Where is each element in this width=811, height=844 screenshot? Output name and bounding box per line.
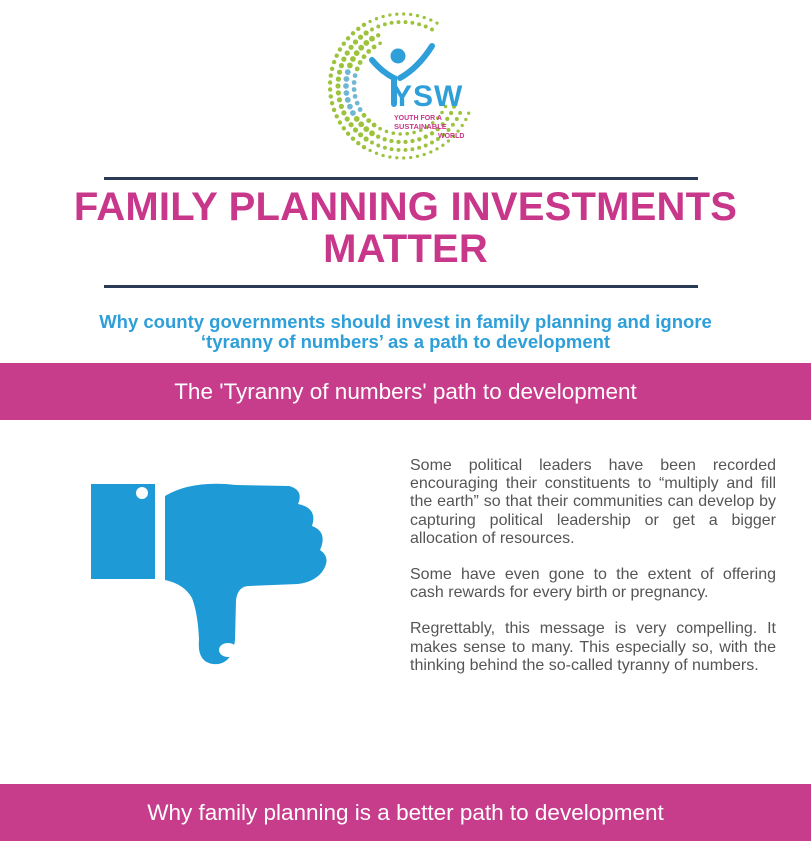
logo-dot — [412, 131, 416, 135]
logo-dot — [350, 110, 356, 116]
logo-dot — [368, 149, 371, 152]
logo-dot — [345, 69, 351, 75]
page-title-line2: MATTER — [323, 227, 488, 271]
body-paragraph-2: Some have even gone to the extent of offering cash rewards for every birth or pregnancy. — [410, 566, 776, 602]
logo-dot — [423, 16, 426, 19]
logo-dot — [370, 141, 374, 145]
logo-dot — [467, 112, 470, 115]
logo-dot — [464, 118, 467, 121]
logo-dot — [435, 147, 438, 150]
logo-dot — [344, 90, 350, 96]
logo-dot — [337, 70, 342, 75]
logo-dot — [441, 144, 444, 147]
logo-dot — [332, 60, 336, 64]
logo-dot — [347, 104, 353, 110]
logo-dot — [390, 21, 394, 25]
logo-dot — [383, 137, 387, 141]
logo-dot — [455, 117, 459, 121]
logo-dot — [335, 114, 339, 118]
logo-dot — [362, 54, 367, 59]
logo-dot — [358, 45, 364, 51]
logo-dot — [375, 17, 378, 20]
page-title-line1: FAMILY PLANNING INVESTMENTS — [73, 185, 738, 229]
logo-dot — [369, 130, 375, 136]
logo-dot — [390, 147, 394, 151]
logo-dot — [410, 139, 414, 143]
logo-dot — [424, 135, 428, 139]
logo-dot — [416, 14, 419, 17]
logo-dot — [343, 83, 349, 89]
logo-mark-text: YSW — [392, 80, 464, 113]
thumbs-down-cuff-button — [136, 487, 148, 499]
logo-dot — [370, 28, 374, 32]
ysw-logo-graphic — [320, 8, 480, 166]
logo-dot — [417, 22, 421, 26]
logo-dot — [423, 153, 426, 156]
logo-dot — [395, 13, 398, 16]
logo-dot — [416, 155, 419, 158]
logo-dot — [429, 18, 432, 21]
logo-dot — [338, 120, 342, 124]
logo-figure-arm-right — [400, 46, 432, 78]
page-subtitle-line1: Why county governments should invest in family planning and ignore — [99, 311, 712, 332]
thumbs-down-thumbnail — [219, 643, 237, 657]
ysw-logo — [320, 8, 480, 166]
logo-dot — [335, 54, 339, 58]
logo-dot — [398, 132, 402, 136]
logo-dot — [409, 13, 412, 16]
logo-dot — [389, 139, 393, 143]
page-title — [0, 186, 811, 270]
logo-dot — [424, 25, 428, 29]
thumbs-down-icon — [86, 474, 328, 670]
logo-dot — [330, 67, 334, 71]
page-subtitle — [40, 312, 771, 352]
logo-dot — [375, 152, 378, 155]
logo-dot — [351, 137, 355, 141]
logo-dot — [429, 150, 432, 153]
logo-dot — [358, 60, 363, 65]
logo-dot — [435, 21, 438, 24]
logo-dot — [339, 63, 344, 68]
logo-dot — [447, 128, 451, 132]
logo-dot — [344, 76, 350, 82]
logo-dot — [336, 77, 341, 82]
logo-dot — [345, 97, 351, 103]
logo-dot — [404, 148, 408, 152]
logo-dot — [430, 141, 434, 145]
logo-dot — [396, 140, 400, 144]
logo-dot — [352, 87, 357, 92]
logo-dot — [354, 116, 360, 122]
logo-figure-arm-left — [372, 60, 394, 104]
title-rule-bottom — [104, 285, 698, 288]
logo-dot — [336, 90, 341, 95]
logo-dot — [346, 132, 350, 136]
logo-dot — [358, 35, 363, 40]
logo-dot — [385, 130, 389, 134]
logo-dot — [430, 131, 434, 135]
logo-dot — [378, 127, 382, 131]
logo-dot — [366, 49, 371, 54]
logo-dot — [335, 83, 340, 88]
section-body-tyranny — [410, 457, 776, 693]
logo-dot — [410, 147, 414, 151]
logo-dot — [445, 117, 449, 121]
logo-dot — [409, 156, 412, 159]
logo-dot — [402, 12, 405, 15]
logo-dot — [330, 101, 334, 105]
logo-dot — [355, 67, 360, 72]
logo-dot — [424, 144, 428, 148]
logo-dot — [381, 15, 384, 18]
logo-dot — [345, 116, 350, 121]
logo-dot — [353, 73, 358, 78]
logo-dot — [461, 124, 464, 127]
logo-dot — [362, 23, 366, 27]
page-subtitle-line2: ‘tyranny of numbers’ as a path to development — [200, 331, 611, 352]
logo-tagline-line1: YOUTH FOR A — [394, 115, 442, 122]
logo-dot — [358, 132, 363, 137]
logo-dot — [362, 113, 367, 118]
logo-dot — [353, 94, 358, 99]
logo-dot — [383, 146, 387, 150]
logo-figure-head — [391, 49, 406, 64]
logo-dot — [417, 146, 421, 150]
logo-dot — [337, 97, 342, 102]
logo-dot — [329, 94, 333, 98]
logo-dot — [350, 56, 356, 62]
logo-dot — [403, 140, 407, 144]
logo-dot — [352, 80, 357, 85]
logo-dot — [332, 108, 336, 112]
title-rule-top — [104, 177, 698, 180]
section-heading-tyranny: The 'Tyranny of numbers' path to development — [0, 363, 811, 420]
logo-dot — [349, 45, 354, 50]
logo-dot — [347, 63, 353, 69]
logo-dot — [362, 145, 366, 149]
logo-dot — [353, 39, 358, 44]
logo-dot — [404, 20, 408, 24]
logo-dot — [381, 154, 384, 157]
logo-dot — [328, 87, 332, 91]
logo-dot — [397, 148, 401, 152]
logo-dot — [410, 21, 414, 25]
logo-dot — [345, 50, 350, 55]
logo-dot — [397, 20, 401, 24]
logo-dot — [369, 36, 375, 42]
logo-dot — [358, 121, 364, 127]
logo-dot — [395, 156, 398, 159]
logo-dot — [341, 57, 346, 62]
logo-dot — [339, 104, 344, 109]
section-heading-family-planning: Why family planning is a better path to development — [0, 784, 811, 841]
logo-dot — [363, 126, 369, 132]
logo-tagline-line3: WORLD — [438, 133, 465, 140]
logo-dot — [376, 135, 380, 139]
logo-dot — [376, 33, 380, 37]
logo-dot — [383, 22, 387, 26]
logo-tagline-line2: SUSTAINABLE — [394, 122, 447, 131]
thumbs-down-hand — [165, 484, 327, 664]
logo-dot — [342, 42, 346, 46]
logo-dot — [388, 13, 391, 16]
logo-dot — [349, 122, 354, 127]
logo-dot — [430, 28, 434, 32]
logo-dot — [402, 156, 405, 159]
logo-dot — [355, 101, 360, 106]
logo-dot — [405, 132, 409, 136]
logo-dot — [358, 107, 363, 112]
logo-dot — [366, 118, 371, 123]
logo-dot — [388, 155, 391, 158]
logo-dot — [364, 30, 369, 35]
logo-dot — [328, 80, 332, 84]
logo-dot — [363, 40, 369, 46]
logo-dot — [346, 36, 350, 40]
logo-dot — [417, 137, 421, 141]
logo-dot — [356, 27, 360, 31]
logo-dot — [341, 110, 346, 115]
logo-dot — [372, 123, 377, 128]
logo-dot — [392, 131, 396, 135]
body-paragraph-3: Regrettably, this message is very compelling. It makes sense to many. This especially so, with the thinking behind the so-called tyranny of numbers. — [410, 620, 776, 674]
logo-dot — [342, 126, 346, 130]
logo-dot — [351, 31, 355, 35]
logo-dot — [376, 25, 380, 29]
logo-dot — [353, 127, 358, 132]
logo-dot — [356, 141, 360, 145]
logo-dot — [376, 144, 380, 148]
thumbs-down-cuff — [91, 484, 155, 579]
logo-dot — [329, 73, 333, 77]
logo-dot — [451, 123, 455, 127]
logo-dot — [338, 47, 342, 51]
logo-dot — [378, 42, 382, 46]
logo-dot — [354, 50, 360, 56]
logo-dot — [372, 45, 377, 50]
logo-dot — [364, 136, 369, 141]
body-paragraph-1: Some political leaders have been recorded encouraging their constituents to “multiply and fill the earth” so that their communities can develop by capturing political leadership or get a bigger allocation of resources. — [410, 457, 776, 547]
logo-dot — [368, 20, 371, 23]
